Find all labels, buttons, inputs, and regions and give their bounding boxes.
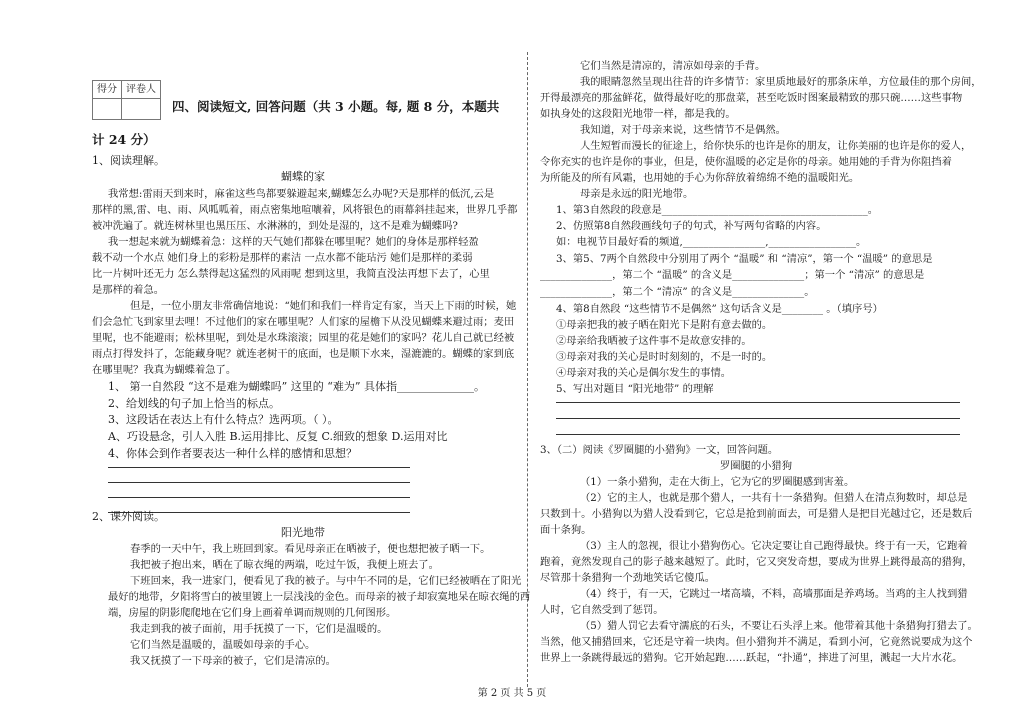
q2-option: ③母亲对我的关心是时时刻刻的，不是一时的。 xyxy=(556,351,773,363)
q3-text-line: 世界上一条跳得最远的猎狗。它开始起跑……跃起，“扑通”，摔进了河里，溅起一大片水花。 xyxy=(540,652,963,664)
answer-line[interactable] xyxy=(556,434,960,435)
q2-text-line: 如执身处的这段阳光地带一样，都是我的。 xyxy=(540,108,736,120)
q1-question: 1、 第一自然段 “这不是难为蝴蝶吗” 这里的 “难为” 具体指______________。 xyxy=(108,380,485,393)
page-footer: 第 2 页 共 5 页 xyxy=(477,688,547,699)
q1-text-line: 那样的黑,雷、电、雨、风呱呱着，雨点密集地喧嚷着，风将银色的雨幕斜挂起来，世界几乎都 xyxy=(92,204,518,216)
section-title-continued: 计 24 分） xyxy=(92,132,156,147)
q1-text-line: 但是，一位小朋友非常确信地说：“她们和我们一样肯定有家，当天上下雨的时候，她 xyxy=(130,300,517,312)
q3-story-title: 罗圈腿的小猎狗 xyxy=(719,460,793,472)
q1-question: 2、给划线的句子加上恰当的标点。 xyxy=(108,397,280,410)
q3-text-line: 面十条狗。 xyxy=(540,524,592,536)
answer-line[interactable] xyxy=(556,418,960,419)
q2-text-line: 最好的地带，夕阳将雪白的被里镀上一层浅浅的金色。而母亲的被子却寂寞地呆在晾衣绳的西 xyxy=(108,591,531,603)
q2-question: 2、仿照第8自然段画线句子的句式，补写两句省略的内容。 xyxy=(556,220,827,232)
q3-heading: 3、（二）阅读《罗圈腿的小猎狗》一文，回答问题。 xyxy=(540,444,779,456)
q1-question: A、巧设悬念，引人入胜 B.运用排比、反复 C.细致的想象 D.运用对比 xyxy=(108,430,448,443)
q2-text-line: 下班回来，我一进家门，便看见了我的被子。与中午不同的是，它们已经被晒在了阳光 xyxy=(130,575,522,587)
q2-question: ______________，第二个 “温暖” 的含义是______________；第一个 “清凉” 的意思是 xyxy=(540,269,925,281)
q2-text-line: 开得最漂亮的那盆鲜花，做得最好吃的那盘菜，甚至吃饭时图案最精致的那只碗……这些事物 xyxy=(540,92,963,104)
q3-text-line: （1）一条小猎狗，走在大街上，它为它的罗圈腿感到害羞。 xyxy=(580,476,855,488)
q1-text-line: 我一想起来就为蝴蝶着急：这样的天气她们都躲在哪里呢？她们的身体是那样轻盈 xyxy=(108,236,479,248)
q2-text-line: 它们当然是清凉的，清凉如母亲的手背。 xyxy=(580,60,766,72)
q2-text-line: 我走到我的被子面前，用手抚摸了一下，它们是温暖的。 xyxy=(130,623,388,635)
q3-text-line: （3）主人的忽视，很让小猎狗伤心。它决定要让自己跑得最快。终于有一天，它跑着 xyxy=(580,540,968,552)
q2-question: 5、写出对题目 “阳光地带” 的理解 xyxy=(556,383,714,395)
q2-text-line: 我的眼睛忽然呈现出往昔的许多情节：家里质地最好的那条床单，方位最佳的那个房间， xyxy=(580,76,982,88)
q3-text-line: 人时，它自然受到了惩罚。 xyxy=(540,604,664,616)
answer-line[interactable] xyxy=(108,497,410,498)
q3-text-line: 跑着，竟然发现自己的影子越来越短了。此时，它又突发奇想，要成为世界上跳得最高的猎狗， xyxy=(540,556,973,568)
q1-text-line: 在哪里呢？我真为蝴蝶着急了。 xyxy=(92,364,237,376)
q1-text-line: 雨点打得发抖了，怎能藏身呢？就连老树干的底面，也是顺下水来，湿漉漉的。蝴蝶的家到底 xyxy=(92,348,515,360)
q3-text-line: 尽管那十条猎狗一个劲地笑话它傻瓜。 xyxy=(540,572,716,584)
score-box xyxy=(92,80,161,120)
q2-text-line: 我把被子抱出来，晒在了晾衣绳的两端，吃过午饭，我便上班去了。 xyxy=(130,559,439,571)
q1-text-line: 是那样的着急。 xyxy=(92,284,165,296)
answer-line[interactable] xyxy=(556,402,960,403)
q2-text-line: 它们当然是温暖的，温暖如母亲的手心。 xyxy=(130,639,316,651)
q2-text-line: 人生短暂而漫长的征途上，给你快乐的也许是你的朋友，让你美丽的也许是你的爱人， xyxy=(580,140,972,152)
grader-label: 评卷人 xyxy=(122,81,161,99)
q1-heading: 1、阅读理解。 xyxy=(92,154,165,167)
answer-line[interactable] xyxy=(108,467,410,468)
q2-question: 1、第3自然段的段意是________________________________________。 xyxy=(556,204,879,216)
q3-text-line: （5）猎人罚它去看守濡底的石头，不要让石头浮上来。他带着其他十条猎狗打猎去了。 xyxy=(580,620,978,632)
q2-question: 4、第8自然段 “这些情节不是偶然” 这句话含义是________ 。（填序号） xyxy=(556,303,883,315)
q2-option: ②母亲给我晒被子这件事不是故意安排的。 xyxy=(556,335,752,347)
q1-question: 3、这段话在表达上有什么特点？选两项。（ ）。 xyxy=(108,413,339,426)
grader-cell xyxy=(122,99,161,120)
q2-story-title: 阳光地带 xyxy=(281,526,325,539)
q1-text-line: 我常想:雷雨天到来时，麻雀这些鸟都要躲避起来,蝴蝶怎么办呢?天是那样的低沉,云是 xyxy=(108,188,495,200)
answer-line[interactable] xyxy=(108,482,410,483)
q3-text-line: 当然，他又捕猎回来，它还是守着一块肉。但小猎狗并不满足，看到小河，它竟然说要成为这个 xyxy=(540,636,973,648)
q3-text-line: （2）它的主人，也就是那个猎人，一共有十一条猎狗。但猎人在清点狗数时，却总是 xyxy=(580,492,968,504)
q2-option: ④母亲对我的关心是偶尔发生的事情。 xyxy=(556,367,732,379)
section-title: 四、阅读短文, 回答问题（共 3 小题。每, 题 8 分，本题共 xyxy=(172,99,500,114)
score-cell xyxy=(93,99,122,120)
q2-question: ______________，第二个 “清凉” 的含义是______________。 xyxy=(540,286,815,298)
q1-text-line: 被冲洗遍了。就连树林里也黑压压、水淋淋的，到处是湿的，这不是难为蝴蝶吗? xyxy=(92,220,458,232)
q2-heading: 2、课外阅读。 xyxy=(92,510,165,523)
q3-text-line: （4）终于，有一天，它跳过一堵高墙，不料，高墙那面是养鸡场。当鸡的主人找到猎 xyxy=(580,588,968,600)
q1-text-line: 们会急忙飞到家里去哩！不过他们的家在哪里呢？人们家的屋檐下从没见蝴蝶来避过雨；麦田 xyxy=(92,316,515,328)
score-label: 得分 xyxy=(93,81,122,99)
q2-text-line: 为所能及的所有风霜，也用她的手心为你辞放着绵绵不绝的温暖阳光。 xyxy=(540,172,860,184)
q1-text-line: 里呢，也不能避雨；松林里呢，到处是水珠滚滚；园里的花是她们的家吗？花儿自己就已经被 xyxy=(92,332,515,344)
q2-text-line: 端，房屋的阴影爬爬地在它们身上画着单调而规则的几何图形。 xyxy=(108,607,397,619)
q1-question: 4、你体会到作者要表达一种什么样的感情和思想？ xyxy=(108,447,357,460)
q2-question: 3、第5、7两个自然段中分别用了两个 “温暖” 和 “清凉”，第一个 “温暖” 的意思是 xyxy=(556,253,933,265)
q2-text-line: 春季的一天中午，我上班回到家。看见母亲正在晒被子，便也想把被子晒一下。 xyxy=(130,543,491,555)
q2-text-line: 母亲是永远的阳光地带。 xyxy=(580,188,694,200)
q1-text-line: 载不动一个水点 她们身上的彩粉是那样的素洁 一点水都不能玷污 她们是那样的柔弱 xyxy=(92,252,473,264)
q3-text-line: 只数到十。小猎狗以为猎人没看到它，它总是抢到前面去，可是猎人是把目光越过它，还是数后 xyxy=(540,508,973,520)
q2-text-line: 我又抚摸了一下母亲的被子，它们是清凉的。 xyxy=(130,655,336,667)
q1-text-line: 比一片树叶还无力 怎么禁得起这猛烈的风雨呢 想到这里，我简直没法再想下去了，心里 xyxy=(92,268,490,280)
q1-story-title: 蝴蝶的家 xyxy=(281,170,325,183)
q2-question: 如：电视节目最好看的频道,________________,_________________。 xyxy=(556,236,867,248)
q2-text-line: 令你充实的也许是你的事业，但是，使你温暖的必定是你的母亲。她用她的手背为你阻挡着 xyxy=(540,156,952,168)
q2-option: ①母亲把我的被子晒在阳光下是附有意去做的。 xyxy=(556,319,773,331)
q2-text-line: 我知道，对于母亲来说，这些情节不是偶然。 xyxy=(580,124,786,136)
